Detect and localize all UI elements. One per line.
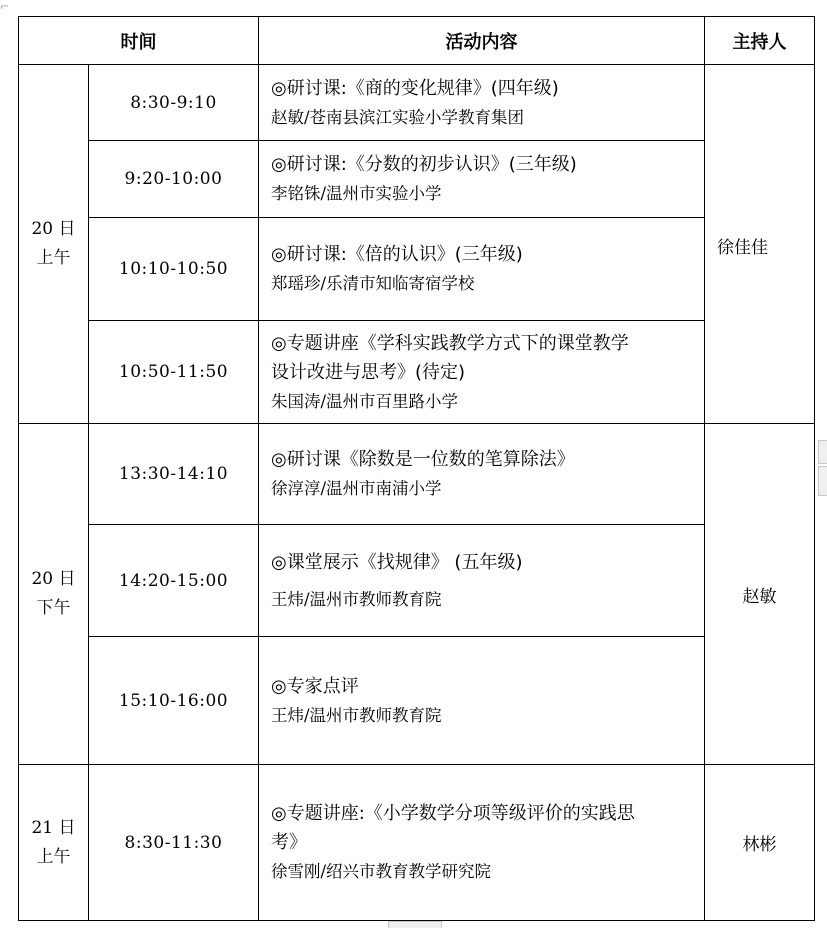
activity-presenter: 徐雪刚/绍兴市教育教学研究院	[271, 862, 492, 881]
activity-cell	[259, 424, 705, 525]
activity-cell	[259, 321, 705, 424]
host-cell: 赵敏	[705, 424, 815, 765]
activity-cell	[259, 765, 705, 921]
activity-title: ◎课堂展示《找规律》 (五年级)	[271, 551, 523, 573]
host-cell: 徐佳佳	[705, 65, 815, 424]
day-period: 上午	[36, 248, 71, 268]
activity-presenter: 朱国涛/温州市百里路小学	[271, 391, 459, 411]
host-cell: 林彬	[705, 765, 815, 921]
day-period: 上午	[36, 846, 71, 867]
day-period: 下午	[36, 598, 71, 618]
table-row	[19, 525, 815, 637]
time-cell: 15:10-16:00	[89, 637, 259, 765]
time-cell: 8:30-11:30	[89, 765, 259, 921]
scrollbar-handle-lower[interactable]	[818, 466, 827, 496]
activity-presenter: 李铭铢/温州市实验小学	[271, 184, 442, 203]
table-row	[19, 65, 815, 141]
table-anchor-icon: ⌐	[0, 0, 10, 13]
activity-cell	[259, 218, 705, 321]
activity-presenter: 郑瑶珍/乐清市知临寄宿学校	[271, 274, 475, 293]
time-cell: 9:20-10:00	[89, 141, 259, 218]
day-date: 20 日	[31, 219, 76, 239]
schedule-table	[18, 16, 815, 921]
activity-title: ◎研讨课:《倍的认识》(三年级)	[271, 244, 523, 265]
day-date: 20 日	[31, 569, 76, 589]
activity-presenter: 徐淳淳/温州市南浦小学	[271, 479, 442, 498]
activity-title-cont: 设计改进与思考》(待定)	[271, 361, 466, 383]
activity-presenter: 王炜/温州市教师教育院	[271, 589, 442, 609]
activity-cell	[259, 637, 705, 765]
activity-title: ◎专题讲座:《小学数学分项等级评价的实践思	[271, 803, 635, 824]
table-row	[19, 218, 815, 321]
time-cell: 8:30-9:10	[89, 65, 259, 141]
header-row	[19, 17, 815, 65]
header-time: 时间	[19, 17, 259, 65]
day-cell	[19, 424, 89, 765]
activity-presenter: 赵敏/苍南县滨江实验小学教育集团	[271, 107, 525, 127]
table-row	[19, 141, 815, 218]
activity-title: ◎专题讲座《学科实践教学方式下的课堂教学	[271, 332, 629, 354]
table-row	[19, 321, 815, 424]
activity-title: ◎专家点评	[271, 675, 359, 697]
activity-cell	[259, 525, 705, 637]
table-row	[19, 637, 815, 765]
header-host: 主持人	[705, 17, 815, 65]
activity-title: ◎研讨课:《分数的初步认识》(三年级)	[271, 154, 577, 175]
activity-title: ◎研讨课:《商的变化规律》(四年级)	[271, 77, 559, 99]
day-cell	[19, 65, 89, 424]
scrollbar-handle[interactable]	[818, 440, 827, 464]
activity-presenter: 王炜/温州市教师教育院	[271, 705, 442, 725]
time-cell: 13:30-14:10	[89, 424, 259, 525]
day-date: 21 日	[31, 817, 76, 838]
header-activity: 活动内容	[259, 17, 705, 65]
day-cell	[19, 765, 89, 921]
activity-cell	[259, 65, 705, 141]
table-row	[19, 424, 815, 525]
activity-cell	[259, 141, 705, 218]
time-cell: 10:10-10:50	[89, 218, 259, 321]
table-row	[19, 765, 815, 921]
activity-title-cont: 考》	[271, 832, 307, 853]
time-cell: 10:50-11:50	[89, 321, 259, 424]
activity-title: ◎研讨课《除数是一位数的笔算除法》	[271, 449, 575, 470]
time-cell: 14:20-15:00	[89, 525, 259, 637]
